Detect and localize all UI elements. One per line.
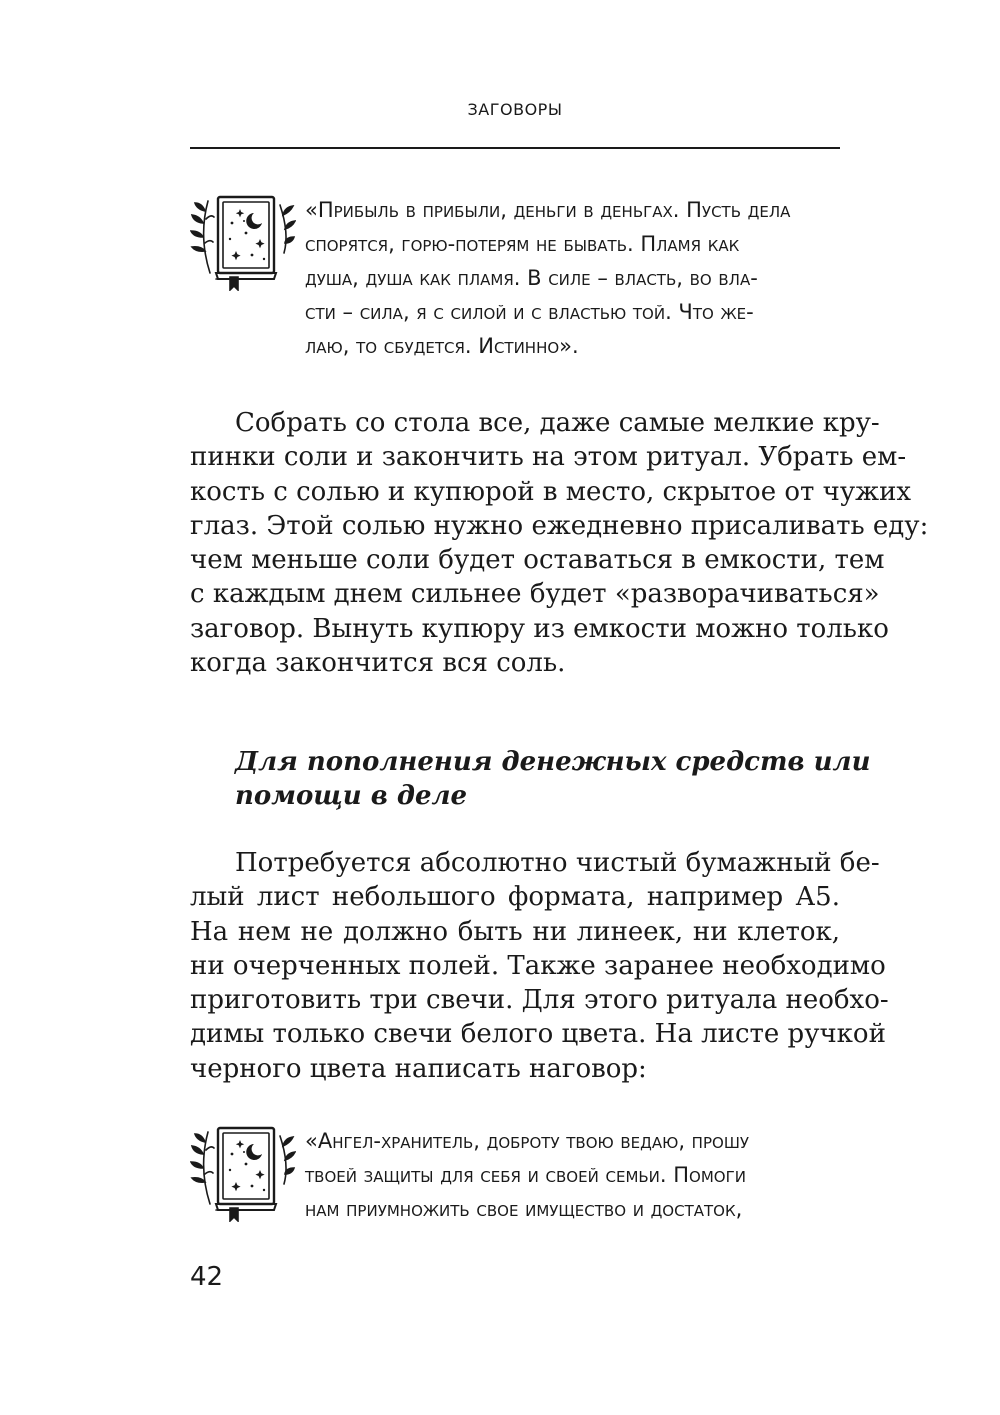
heading-line: Для пополнения денежных средств или [235, 747, 871, 777]
text-line: с каждым днем сильнее будет «разворачиваться» [190, 579, 880, 610]
text-line: заговор. Вынуть купюру из емкости можно только [190, 613, 889, 644]
text-line: На нем не должно быть ни линеек, ни клеток, [190, 916, 840, 947]
text-line: ни очерченных полей. Также заранее необходимо [190, 950, 886, 981]
charm-text-2 [305, 1124, 830, 1226]
body-paragraph-2 [190, 846, 889, 1086]
body-paragraph-1 [190, 406, 929, 680]
text-line: когда закончится вся соль. [190, 648, 566, 679]
header-rule [190, 147, 840, 149]
text-line: Собрать со стола все, даже самые мелкие кру- [235, 408, 880, 438]
text-line: лый лист небольшого формата, например А5. [190, 882, 840, 913]
text-line: димы только свечи белого цвета. На листе ручкой [190, 1019, 886, 1050]
text-line: пинки соли и закончить на этом ритуал. Убрать ем- [190, 442, 907, 473]
text-line: приготовить три свечи. Для этого ритуала необхо- [190, 985, 889, 1016]
text-line: «Прибыль в прибыли, деньги в деньгах. Пусть дела [305, 198, 791, 222]
text-line: «Ангел-хранитель, доброту твою ведаю, прошу [305, 1129, 749, 1153]
text-line: спорятся, горю-потерям не бывать. Пламя как [305, 232, 740, 256]
spell-book-icon [190, 193, 296, 291]
page-number: 42 [190, 1262, 224, 1292]
text-line: нам приумножить свое имущество и достаток, [305, 1197, 743, 1221]
text-line: твоей защиты для себя и своей семьи. Помоги [305, 1163, 746, 1187]
heading-line: помощи в деле [235, 781, 468, 811]
section-heading [235, 745, 871, 813]
text-line: сти – сила, я с силой и с властью той. Что же- [305, 300, 754, 324]
text-line: глаз. Этой солью нужно ежедневно присаливать еду: [190, 510, 929, 541]
spell-book-icon [190, 1124, 296, 1222]
text-line: душа, душа как пламя. В силе – власть, во вла- [305, 266, 758, 290]
charm-text-1 [305, 193, 830, 363]
running-head: ЗАГОВОРЫ [467, 100, 563, 119]
text-line: кость с солью и купюрой в место, скрытое от чужих [190, 476, 912, 507]
text-line: чем меньше соли будет оставаться в емкости, тем [190, 545, 885, 576]
text-line: лаю, то сбудется. Истинно». [305, 334, 579, 358]
text-line: черного цвета написать наговор: [190, 1053, 647, 1084]
text-line: Потребуется абсолютно чистый бумажный бе- [235, 848, 880, 878]
